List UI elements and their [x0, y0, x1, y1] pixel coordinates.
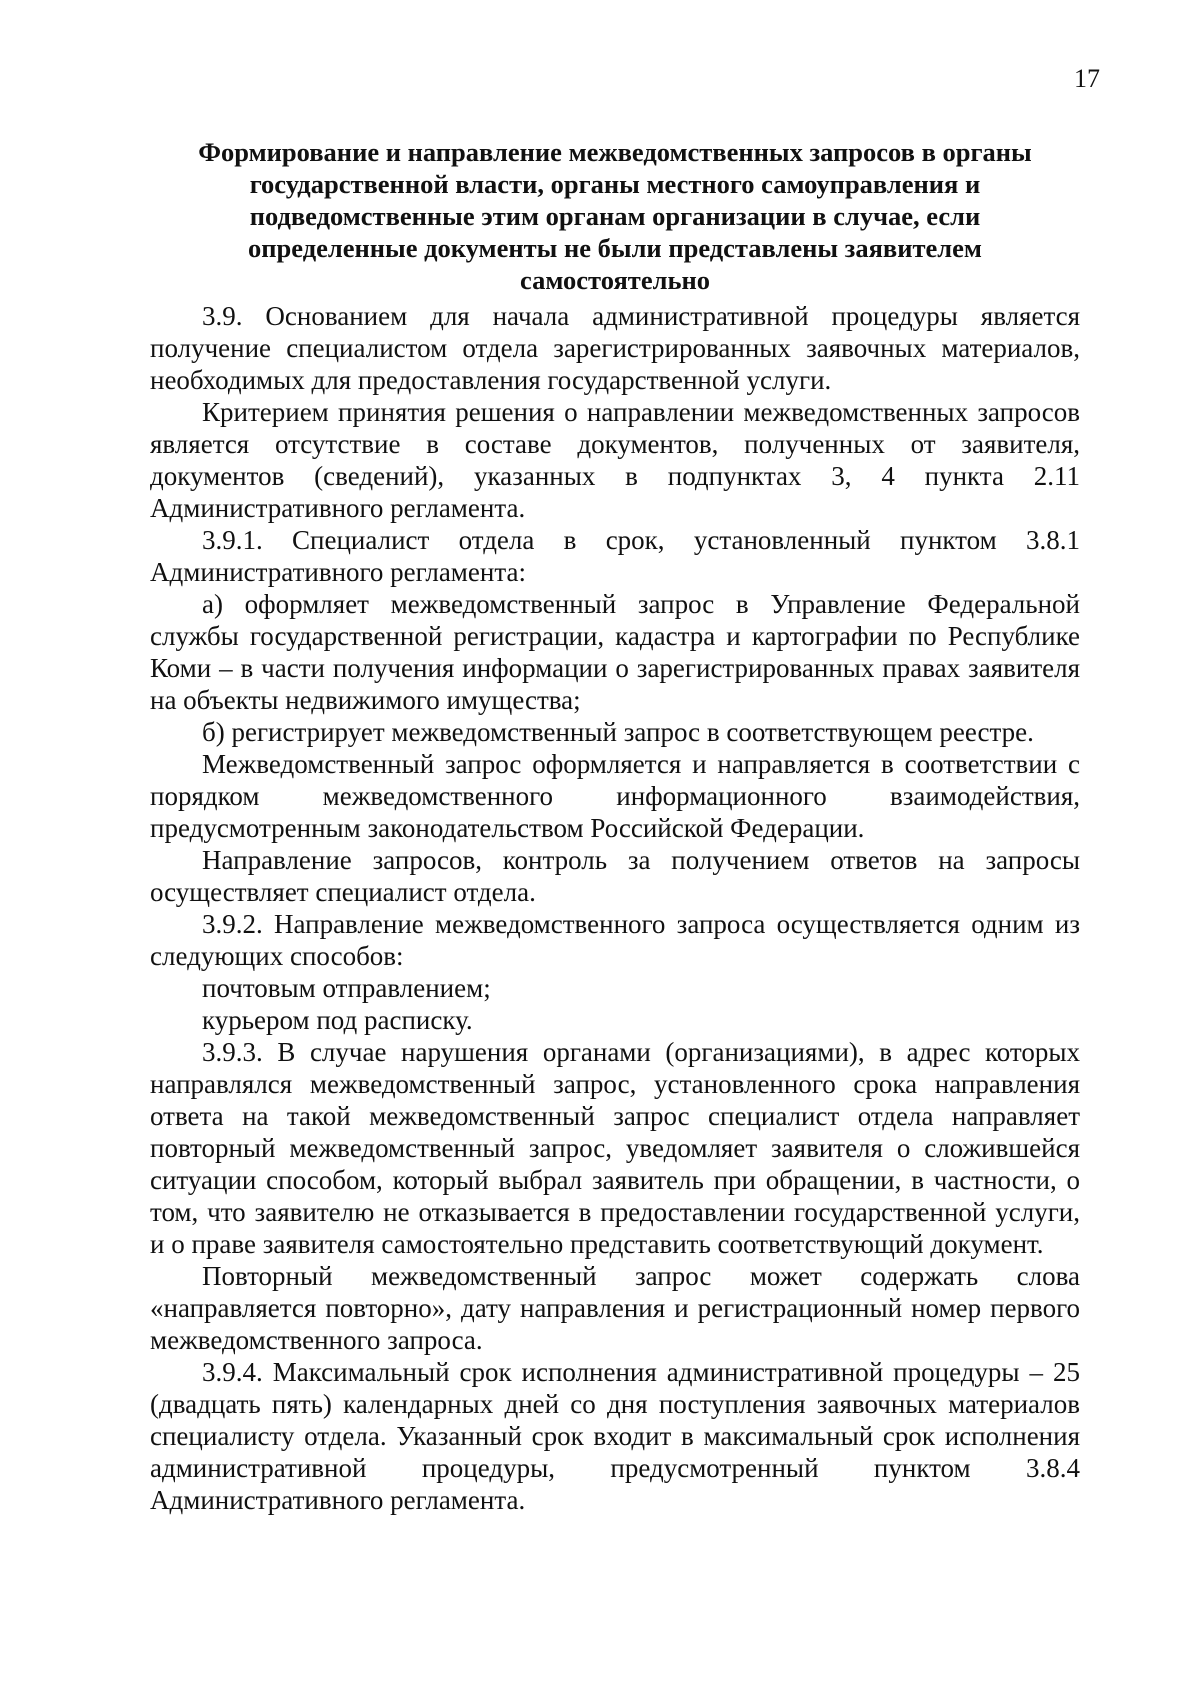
paragraph-3-9-4: 3.9.4. Максимальный срок исполнения административной процедуры – 25 (двадцать пять) календарных дней со дня поступления заявочных материалов специалисту отдела. Указанный срок входит в максимальный срок исполнения административной процедуры, предусмотренный пунктом 3.8.4 Административного регламента.: [150, 1357, 1080, 1515]
paragraph-3-9-3: 3.9.3. В случае нарушения органами (организациями), в адрес которых направлялся межведомственный запрос, установленного срока направления ответа на такой межведомственный запрос специалист отдела направляет повторный межведомственный запрос, уведомляет заявителя о сложившейся ситуации способом, который выбрал заявитель при обращении, в частности, о том, что заявителю не отказывается в предоставлении государственной услуги, и о праве заявителя самостоятельно представить соответствующий документ.: [150, 1037, 1080, 1259]
paragraph-repeat-request: Повторный межведомственный запрос может содержать слова «направляется повторно», дату направления и регистрационный номер первого межведомственного запроса.: [150, 1261, 1080, 1355]
paragraph-criterion: Критерием принятия решения о направлении межведомственных запросов является отсутствие в составе документов, полученных от заявителя, документов (сведений), указанных в подпунктах 3, 4 пункта 2.11 Административного регламента.: [150, 397, 1080, 523]
page-number: 17: [1074, 64, 1100, 93]
paragraph-3-9-2: 3.9.2. Направление межведомственного запроса осуществляется одним из следующих способов:: [150, 909, 1080, 971]
heading-line: Формирование и направление межведомственных запросов в органы: [198, 137, 1032, 167]
section-heading: [150, 136, 1080, 296]
heading-line: определенные документы не были представлены заявителем: [248, 233, 982, 263]
paragraph-request-procedure: Межведомственный запрос оформляется и направляется в соответствии с порядком межведомственного информационного взаимодействия, предусмотренным законодательством Российской Федерации.: [150, 749, 1080, 843]
document-body: [150, 136, 1080, 1516]
heading-line: самостоятельно: [520, 265, 710, 295]
heading-line: государственной власти, органы местного самоуправления и: [249, 169, 981, 199]
paragraph-request-control: Направление запросов, контроль за получением ответов на запросы осуществляет специалист отдела.: [150, 845, 1080, 907]
list-item-postal: почтовым отправлением;: [202, 973, 491, 1003]
paragraph-3-9: 3.9. Основанием для начала административной процедуры является получение специалистом отдела зарегистрированных заявочных материалов, необходимых для предоставления государственной услуги.: [150, 301, 1080, 395]
list-item-courier: курьером под расписку.: [202, 1005, 473, 1035]
paragraph-item-a: а) оформляет межведомственный запрос в Управление Федеральной службы государственной регистрации, кадастра и картографии по Республике Коми – в части получения информации о зарегистрированных правах заявителя на объекты недвижимого имущества;: [150, 589, 1080, 715]
heading-line: подведомственные этим органам организации в случае, если: [249, 201, 981, 231]
paragraph-3-9-1: 3.9.1. Специалист отдела в срок, установленный пунктом 3.8.1 Административного регламента:: [150, 525, 1080, 587]
paragraph-item-b: б) регистрирует межведомственный запрос в соответствующем реестре.: [202, 717, 1034, 747]
